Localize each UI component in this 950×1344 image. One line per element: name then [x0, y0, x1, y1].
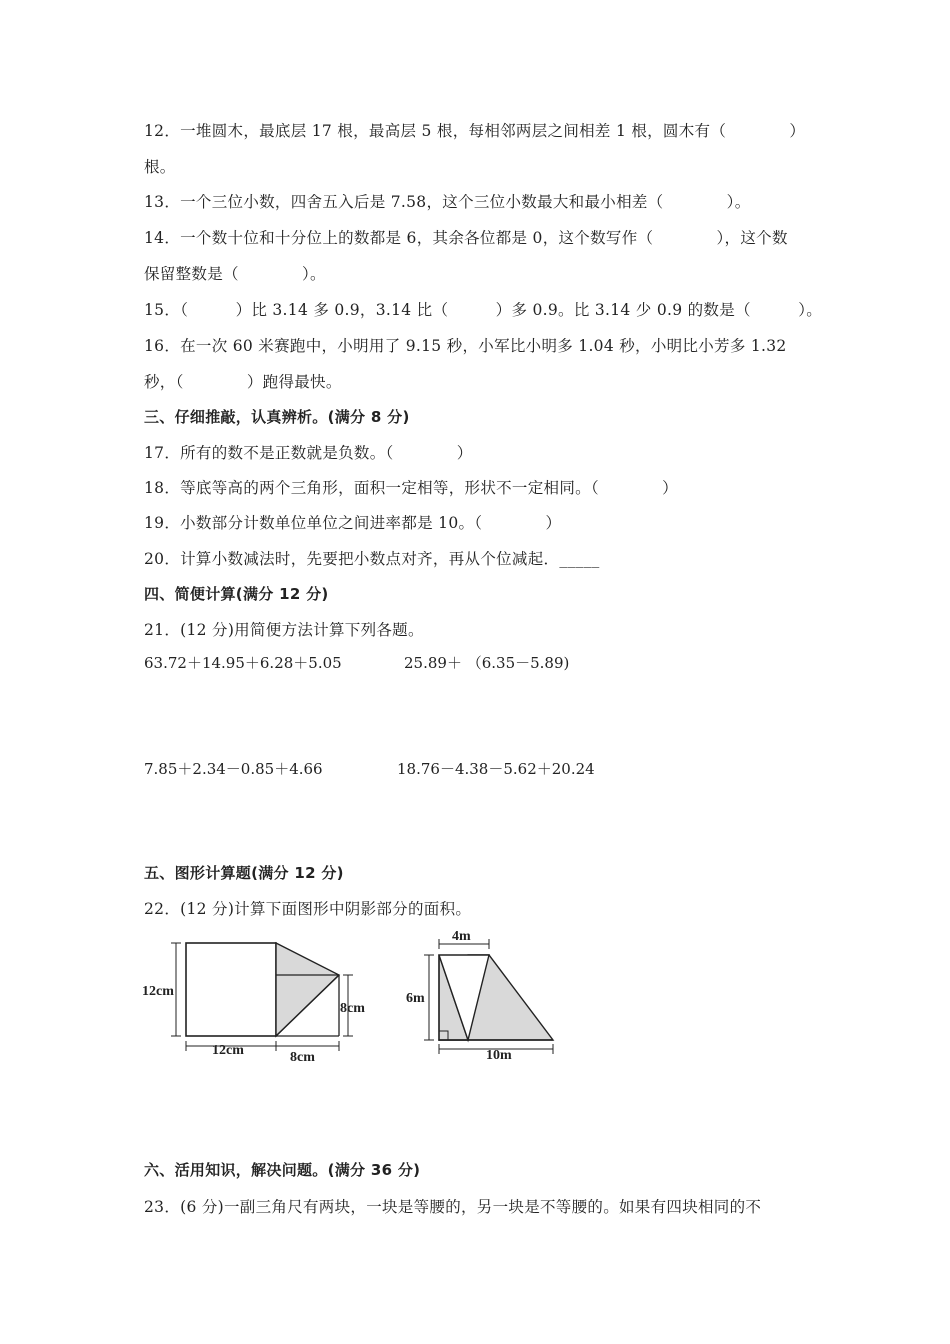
question-17: 17．所有的数不是正数就是负数。（ ）	[144, 444, 473, 462]
label-6m: 6m	[406, 991, 425, 1006]
question-19: 19．小数部分计数单位单位之间进率都是 10。（ ）	[144, 514, 562, 532]
label-10m: 10m	[486, 1048, 512, 1063]
section-3-heading: 三、仔细推敲，认真辨析。(满分 8 分)	[144, 408, 410, 426]
expression-1: 63.72＋14.95＋6.28＋5.05	[144, 654, 342, 672]
label-12cm-bottom: 12cm	[212, 1043, 244, 1058]
expression-4: 18.76－4.38－5.62＋20.24	[397, 760, 595, 778]
question-15: 15．（ ）比 3.14 多 0.9，3.14 比（ ）多 0.9。比 3.14 少 0.9 的数是（ ）。	[144, 301, 823, 319]
shaded-triangle-region	[276, 943, 339, 1036]
question-14-line2: 保留整数是（ ）。	[144, 265, 326, 283]
question-23: 23．(6 分)一副三角尺有两块，一块是等腰的，另一块是不等腰的。如果有四块相同的不	[144, 1198, 762, 1216]
section-6-heading: 六、活用知识，解决问题。(满分 36 分)	[144, 1161, 421, 1179]
label-8cm-bottom: 8cm	[290, 1050, 315, 1065]
section-5-heading: 五、图形计算题(满分 12 分)	[144, 864, 344, 882]
label-4m: 4m	[452, 929, 471, 944]
question-12-line1: 12．一堆圆木，最底层 17 根，最高层 5 根，每相邻两层之间相差 1 根，圆木有（ ）	[144, 122, 806, 140]
question-13: 13．一个三位小数，四舍五入后是 7.58，这个三位小数最大和最小相差（ ）。	[144, 193, 751, 211]
question-16-line2: 秒，（ ）跑得最快。	[144, 373, 342, 391]
question-16-line1: 16．在一次 60 米赛跑中，小明用了 9.15 秒，小军比小明多 1.04 秒，小明比小芳多 1.32	[144, 337, 787, 355]
expression-2: 25.89＋ （6.35－5.89)	[404, 654, 570, 672]
square-shape	[186, 943, 276, 1036]
question-18: 18．等底等高的两个三角形，面积一定相等，形状不一定相同。（ ）	[144, 479, 678, 497]
label-12cm-left: 12cm	[142, 984, 174, 999]
question-22: 22．(12 分)计算下面图形中阴影部分的面积。	[144, 900, 472, 918]
label-8cm-right: 8cm	[340, 1001, 365, 1016]
question-14-line1: 14．一个数十位和十分位上的数都是 6，其余各位都是 0，这个数写作（ ），这个数	[144, 229, 788, 247]
question-12-line2: 根。	[144, 158, 176, 176]
section-4-heading: 四、简便计算(满分 12 分)	[144, 585, 329, 603]
expression-3: 7.85＋2.34－0.85＋4.66	[144, 760, 323, 778]
question-21: 21．(12 分)用简便方法计算下列各题。	[144, 621, 424, 639]
figure-square-triangles	[140, 935, 385, 1070]
figure-trapezoid	[405, 925, 565, 1065]
question-20: 20．计算小数减法时，先要把小数点对齐，再从个位减起．_____	[144, 550, 600, 568]
